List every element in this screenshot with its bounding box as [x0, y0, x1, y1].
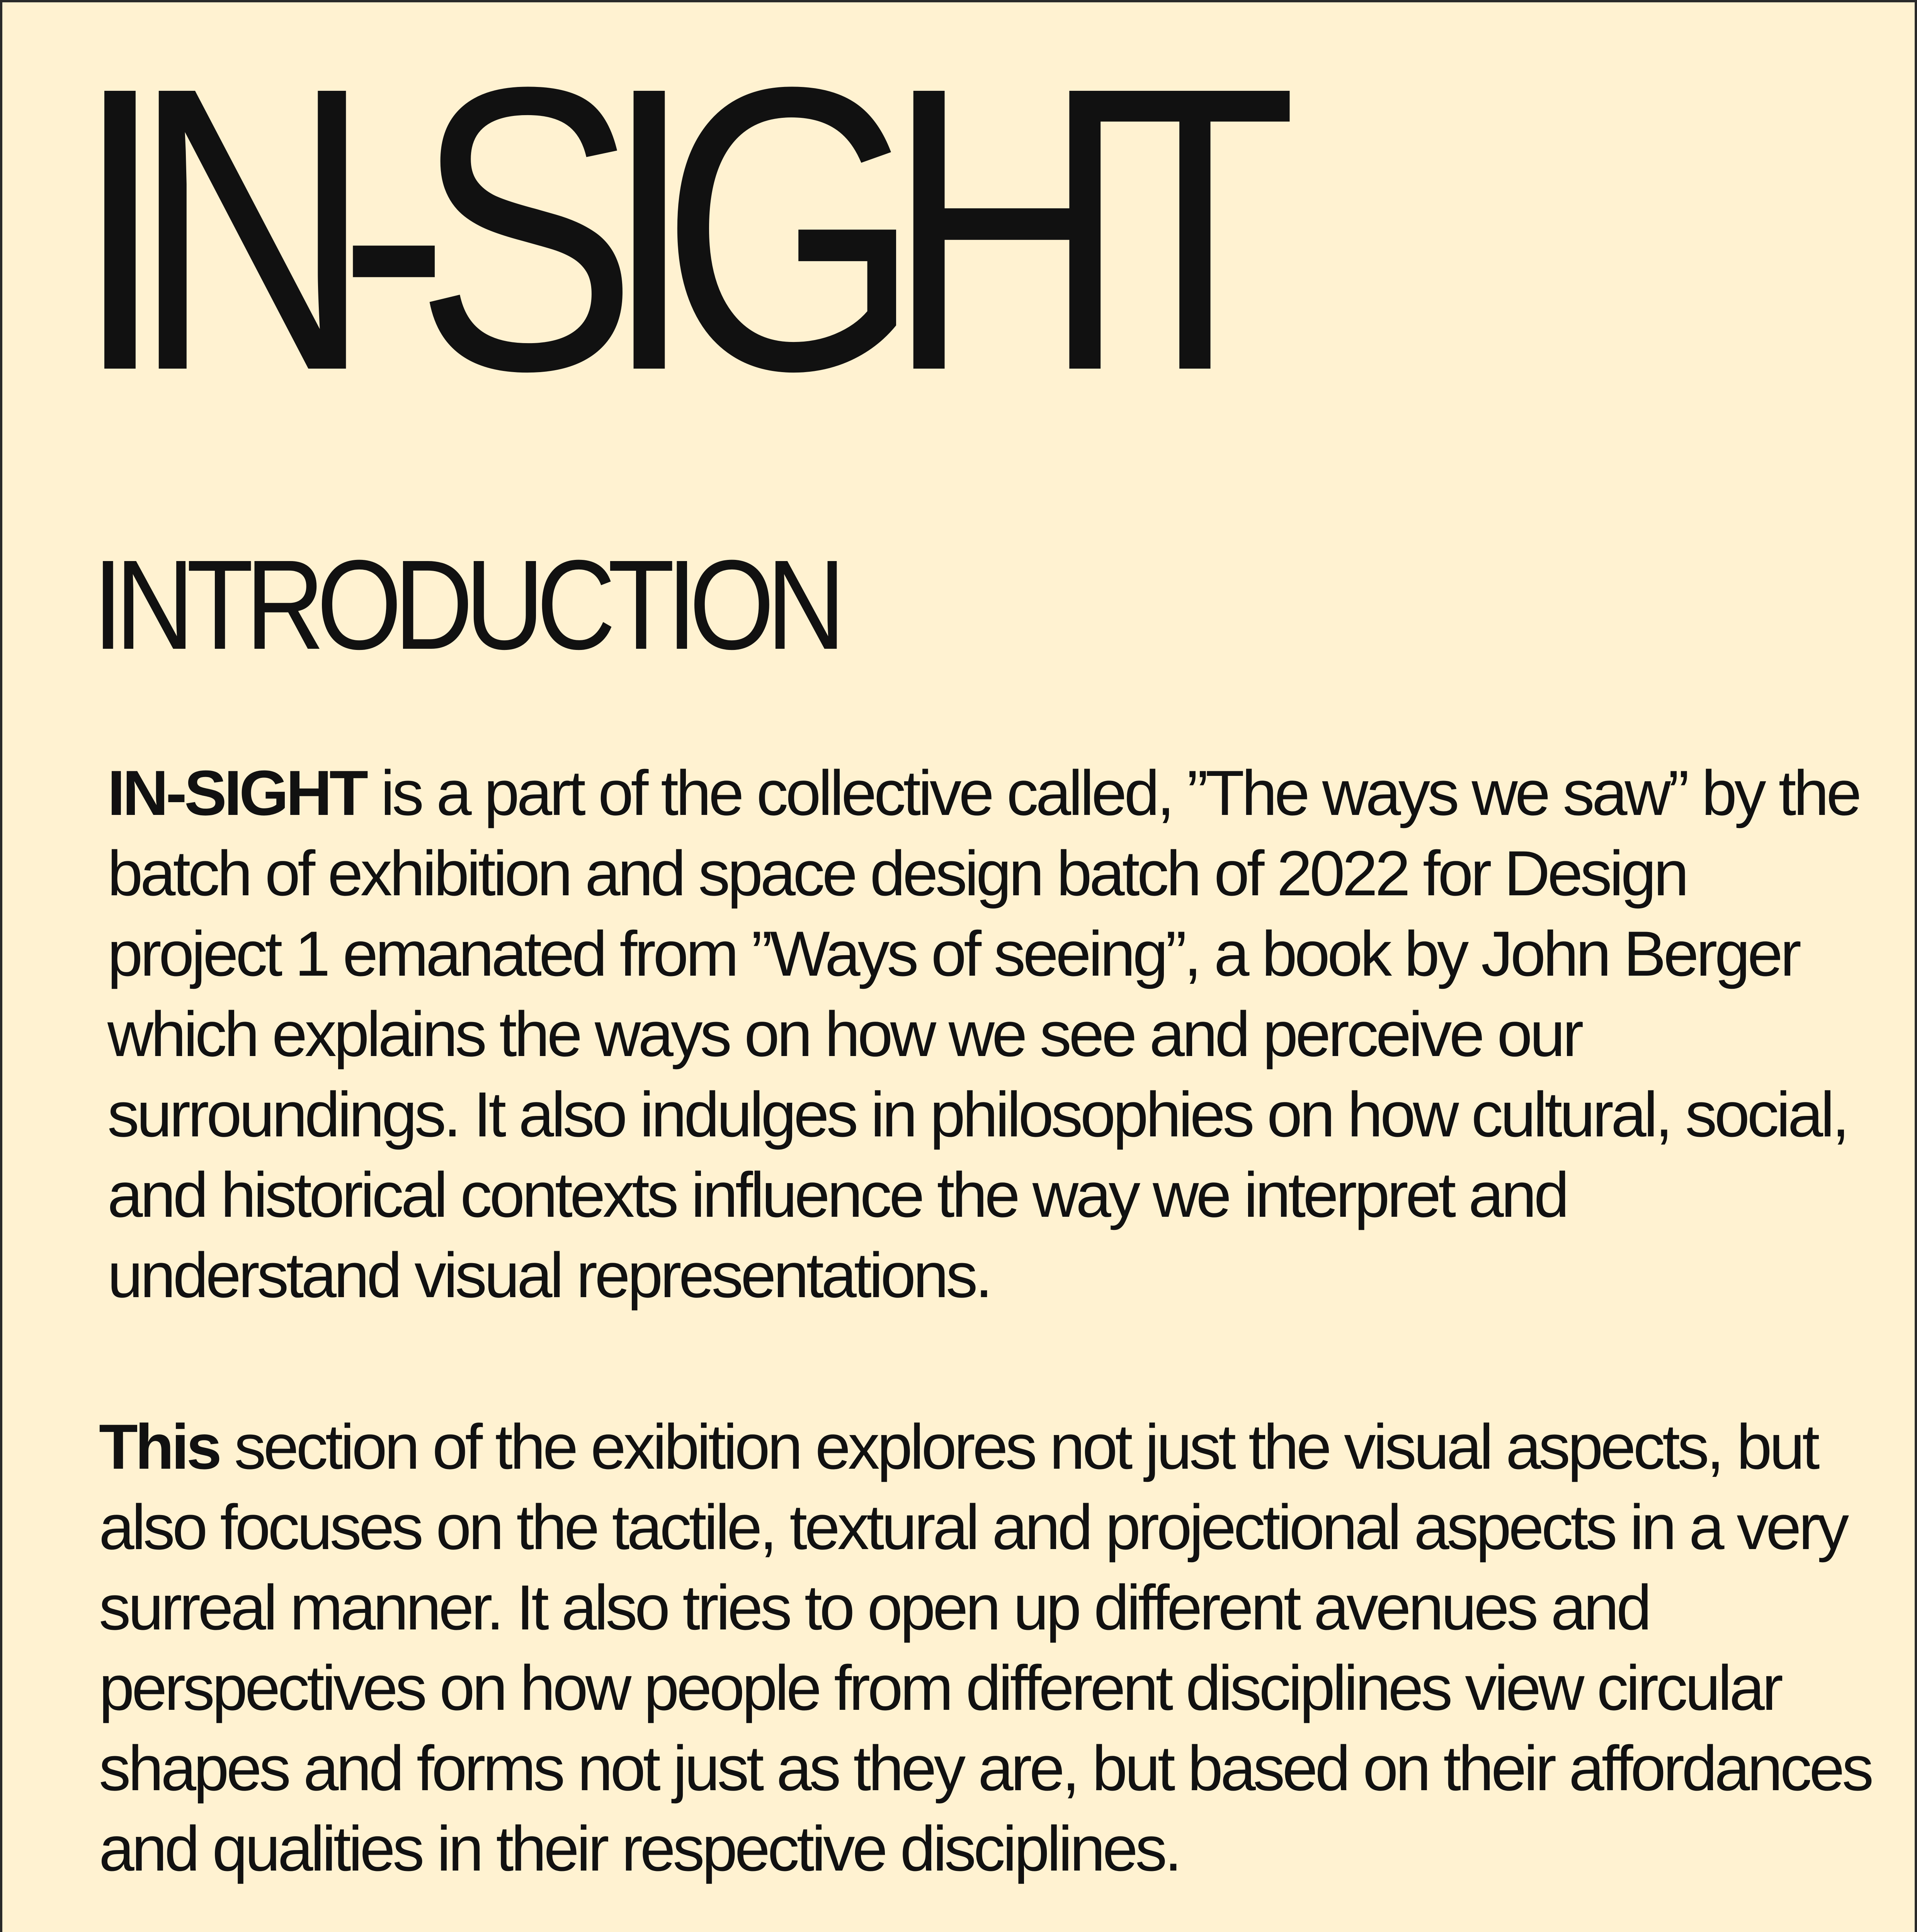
paragraph-line: which explains the ways on how we see and perceive our: [107, 998, 1581, 1070]
intro-paragraph-1: [107, 753, 1859, 1315]
page-title: IN-SIGHT: [73, 3, 1262, 454]
section-heading: INTRODUCTION: [93, 533, 838, 676]
paragraph-lead-word: This: [99, 1411, 219, 1482]
paragraph-line: batch of exhibition and space design batch of 2022 for Design: [107, 838, 1687, 909]
paragraph-line: and historical contexts influence the way we interpret and: [107, 1159, 1567, 1230]
paragraph-line-text: is a part of the collective called, ”The ways we saw” by the: [366, 757, 1859, 828]
paragraph-line: perspectives on how people from different disciplines view circular: [99, 1652, 1781, 1723]
paragraph-line: [107, 753, 1859, 833]
paragraph-line: surroundings. It also indulges in philosophies on how cultural, social,: [107, 1079, 1847, 1150]
paragraph-line: also focuses on the tactile, textural and projectional aspects in a very: [99, 1492, 1847, 1563]
paragraph-line: understand visual representations.: [107, 1240, 990, 1311]
paragraph-line-text: section of the exibition explores not just the visual aspects, but: [219, 1411, 1817, 1482]
intro-paragraph-2: [99, 1406, 1871, 1889]
paragraph-line: and qualities in their respective disciplines.: [99, 1813, 1180, 1884]
paragraph-line: [99, 1406, 1871, 1487]
paragraph-lead-word: IN-SIGHT: [107, 757, 366, 828]
paragraph-line: project 1 emanated from ”Ways of seeing”, a book by John Berger: [107, 918, 1799, 989]
paragraph-line: shapes and forms not just as they are, but based on their affordances: [99, 1733, 1871, 1804]
paragraph-line: surreal manner. It also tries to open up different avenues and: [99, 1572, 1649, 1643]
